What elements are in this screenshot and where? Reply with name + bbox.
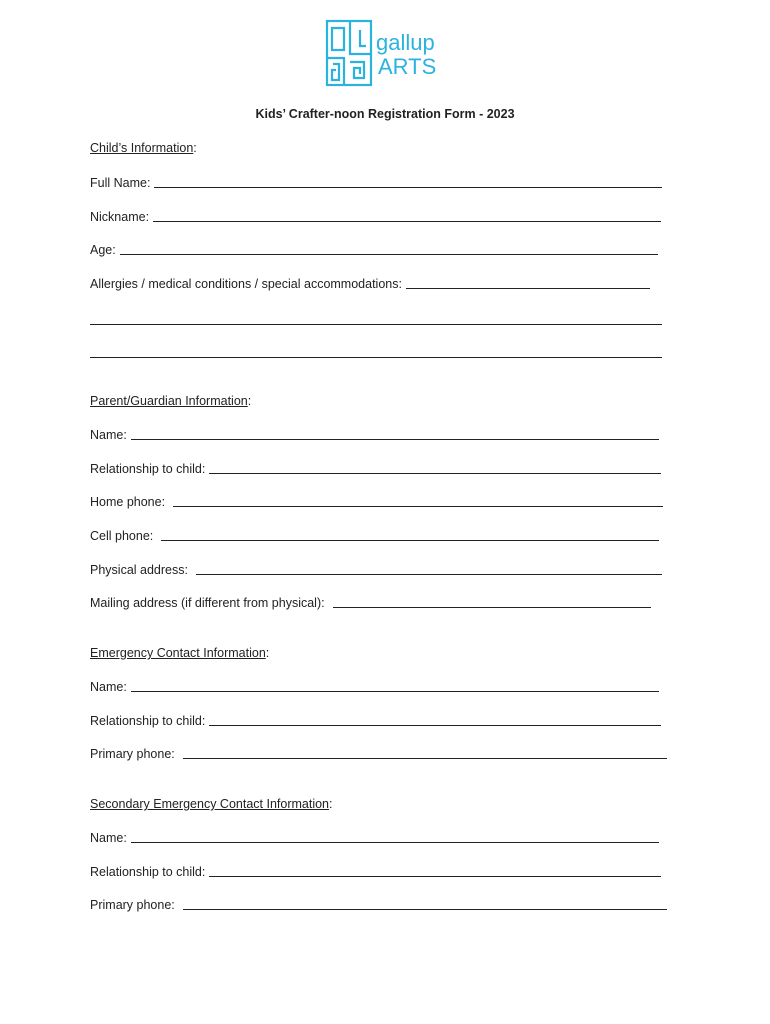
child-nickname-label: Nickname: — [90, 210, 150, 224]
parent-mailing-address-field[interactable] — [90, 595, 651, 610]
heading-colon: : — [265, 646, 270, 660]
parent-home-phone-line[interactable] — [173, 494, 663, 507]
emergency-name-label: Name: — [90, 680, 127, 694]
emergency-relationship-field[interactable] — [90, 713, 661, 728]
secondary-primary-phone-line[interactable] — [183, 897, 667, 910]
secondary-emergency-heading — [90, 797, 333, 811]
child-full-name-field[interactable] — [90, 175, 662, 190]
child-allergies-label: Allergies / medical conditions / special accommodations: — [90, 277, 402, 291]
child-allergies-line-2[interactable] — [90, 324, 662, 325]
parent-relationship-field[interactable] — [90, 461, 661, 476]
parent-cell-phone-label: Cell phone: — [90, 529, 154, 543]
parent-physical-address-line[interactable] — [196, 562, 662, 575]
child-full-name-line[interactable] — [154, 175, 662, 188]
emergency-primary-phone-label: Primary phone: — [90, 747, 175, 761]
parent-relationship-label: Relationship to child: — [90, 462, 206, 476]
heading-colon: : — [247, 394, 252, 408]
heading-colon: : — [329, 797, 333, 811]
parent-relationship-line[interactable] — [209, 461, 661, 474]
child-allergies-line-3[interactable] — [90, 357, 662, 358]
gallup-arts-logo — [324, 18, 454, 90]
child-age-label: Age: — [90, 243, 116, 257]
secondary-emergency-heading-text: Secondary Emergency Contact Information — [90, 797, 330, 811]
parent-physical-address-label: Physical address: — [90, 563, 188, 577]
logo-word-gallup: gallup — [376, 30, 435, 55]
parent-mailing-address-line[interactable] — [333, 595, 651, 608]
parent-home-phone-field[interactable] — [90, 494, 663, 509]
secondary-name-label: Name: — [90, 831, 127, 845]
child-info-heading-text: Child’s Information — [90, 141, 194, 155]
secondary-primary-phone-field[interactable] — [90, 897, 667, 912]
child-age-field[interactable] — [90, 242, 658, 257]
emergency-relationship-line[interactable] — [209, 713, 661, 726]
emergency-primary-phone-field[interactable] — [90, 746, 667, 761]
parent-mailing-address-label: Mailing address (if different from physical): — [90, 596, 325, 610]
parent-physical-address-field[interactable] — [90, 562, 662, 577]
form-title: Kids’ Crafter-noon Registration Form - 2023 — [255, 107, 515, 121]
gallup-arts-logo-mark-icon — [324, 18, 374, 88]
emergency-name-line[interactable] — [131, 679, 659, 692]
parent-cell-phone-line[interactable] — [161, 528, 659, 541]
parent-name-field[interactable] — [90, 427, 659, 442]
child-nickname-line[interactable] — [153, 209, 661, 222]
child-allergies-field[interactable] — [90, 276, 650, 291]
secondary-relationship-label: Relationship to child: — [90, 865, 206, 879]
child-allergies-line[interactable] — [406, 276, 650, 289]
parent-cell-phone-field[interactable] — [90, 528, 659, 543]
child-age-line[interactable] — [120, 242, 658, 255]
emergency-info-heading — [90, 646, 269, 660]
parent-info-heading — [90, 394, 251, 408]
secondary-name-line[interactable] — [131, 830, 659, 843]
secondary-primary-phone-label: Primary phone: — [90, 898, 175, 912]
parent-home-phone-label: Home phone: — [90, 495, 166, 509]
child-nickname-field[interactable] — [90, 209, 661, 224]
emergency-relationship-label: Relationship to child: — [90, 714, 206, 728]
secondary-name-field[interactable] — [90, 830, 659, 845]
secondary-relationship-field[interactable] — [90, 864, 661, 879]
child-info-heading — [90, 141, 197, 155]
parent-info-heading-text: Parent/Guardian Information — [90, 394, 248, 408]
child-full-name-label: Full Name: — [90, 176, 151, 190]
emergency-name-field[interactable] — [90, 679, 659, 694]
emergency-info-heading-text: Emergency Contact Information — [90, 646, 266, 660]
parent-name-label: Name: — [90, 428, 127, 442]
heading-colon: : — [193, 141, 197, 155]
emergency-primary-phone-line[interactable] — [183, 746, 667, 759]
secondary-relationship-line[interactable] — [209, 864, 661, 877]
parent-name-line[interactable] — [131, 427, 659, 440]
logo-word-arts: ARTS — [378, 54, 437, 79]
